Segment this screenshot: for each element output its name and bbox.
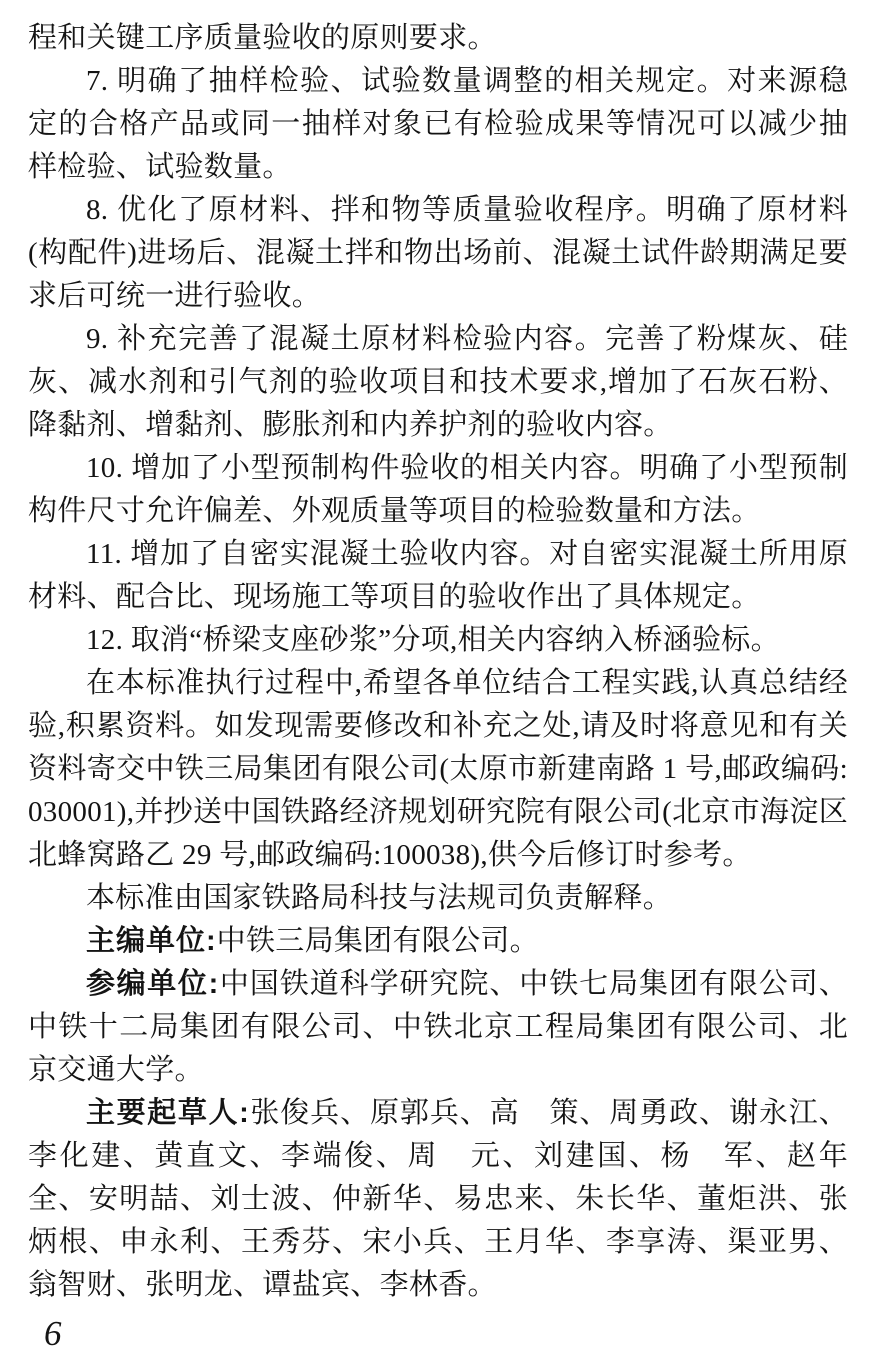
paragraph-continuation [28, 17, 848, 60]
paragraph-label: 参编单位: [86, 968, 220, 1000]
page-number: 6 [44, 1314, 62, 1353]
paragraph-participating-units [28, 963, 848, 1092]
paragraph-text: 张俊兵、原郭兵、高 策、周勇政、谢永江、李化建、黄直文、李端俊、周 元、刘建国、杨 军、赵年全、安明喆、刘士波、仲新华、易忠来、朱长华、董炬洪、张炳根、申永利、王秀芬、宋小兵、王月华、李享涛、渠亚男、翁智财、张明龙、谭盐宾、李林香。 [28, 1097, 848, 1301]
paragraph-text: 9. 补充完善了混凝土原材料检验内容。完善了粉煤灰、硅灰、减水剂和引气剂的验收项目和技术要求,增加了石灰石粉、降黏剂、增黏剂、膨胀剂和内养护剂的验收内容。 [28, 323, 848, 441]
paragraph-text: 7. 明确了抽样检验、试验数量调整的相关规定。对来源稳定的合格产品或同一抽样对象已有检验成果等情况可以减少抽样检验、试验数量。 [28, 65, 848, 183]
paragraph-text: 11. 增加了自密实混凝土验收内容。对自密实混凝土所用原材料、配合比、现场施工等项目的验收作出了具体规定。 [28, 538, 848, 613]
paragraph-text: 12. 取消“桥梁支座砂浆”分项,相关内容纳入桥涵验标。 [86, 624, 780, 656]
paragraph-text: 本标准由国家铁路局科技与法规司负责解释。 [86, 882, 673, 914]
paragraph-text: 10. 增加了小型预制构件验收的相关内容。明确了小型预制构件尺寸允许偏差、外观质量等项目的检验数量和方法。 [28, 452, 848, 527]
paragraph-interpretation [28, 877, 848, 920]
paragraph-item-8 [28, 189, 848, 318]
paragraph-main-drafters [28, 1092, 848, 1307]
paragraph-item-11 [28, 533, 848, 619]
paragraph-text: 在本标准执行过程中,希望各单位结合工程实践,认真总结经验,积累资料。如发现需要修改和补充之处,请及时将意见和有关资料寄交中铁三局集团有限公司(太原市新建南路 1 号,邮政编码:030001),并抄送中国铁路经济规划研究院有限公司(北京市海淀区北蜂窝路乙 29 号,邮政编码:100038),供今后修订时参考。 [28, 667, 848, 871]
paragraph-text: 中国铁道科学研究院、中铁七局集团有限公司、中铁十二局集团有限公司、中铁北京工程局集团有限公司、北京交通大学。 [28, 968, 848, 1086]
paragraph-label: 主编单位: [86, 925, 217, 957]
paragraph-feedback-address [28, 662, 848, 877]
paragraph-item-10 [28, 447, 848, 533]
paragraph-chief-editor-unit [28, 920, 848, 963]
paragraph-item-12 [28, 619, 848, 662]
paragraph-item-7 [28, 60, 848, 189]
paragraph-label: 主要起草人: [86, 1097, 250, 1129]
paragraph-text: 中铁三局集团有限公司。 [216, 925, 539, 957]
paragraph-text: 8. 优化了原材料、拌和物等质量验收程序。明确了原材料(构配件)进场后、混凝土拌和物出场前、混凝土试件龄期满足要求后可统一进行验收。 [28, 194, 848, 312]
text-block [28, 17, 848, 1307]
paragraph-item-9 [28, 318, 848, 447]
paragraph-text: 程和关键工序质量验收的原则要求。 [28, 22, 497, 54]
